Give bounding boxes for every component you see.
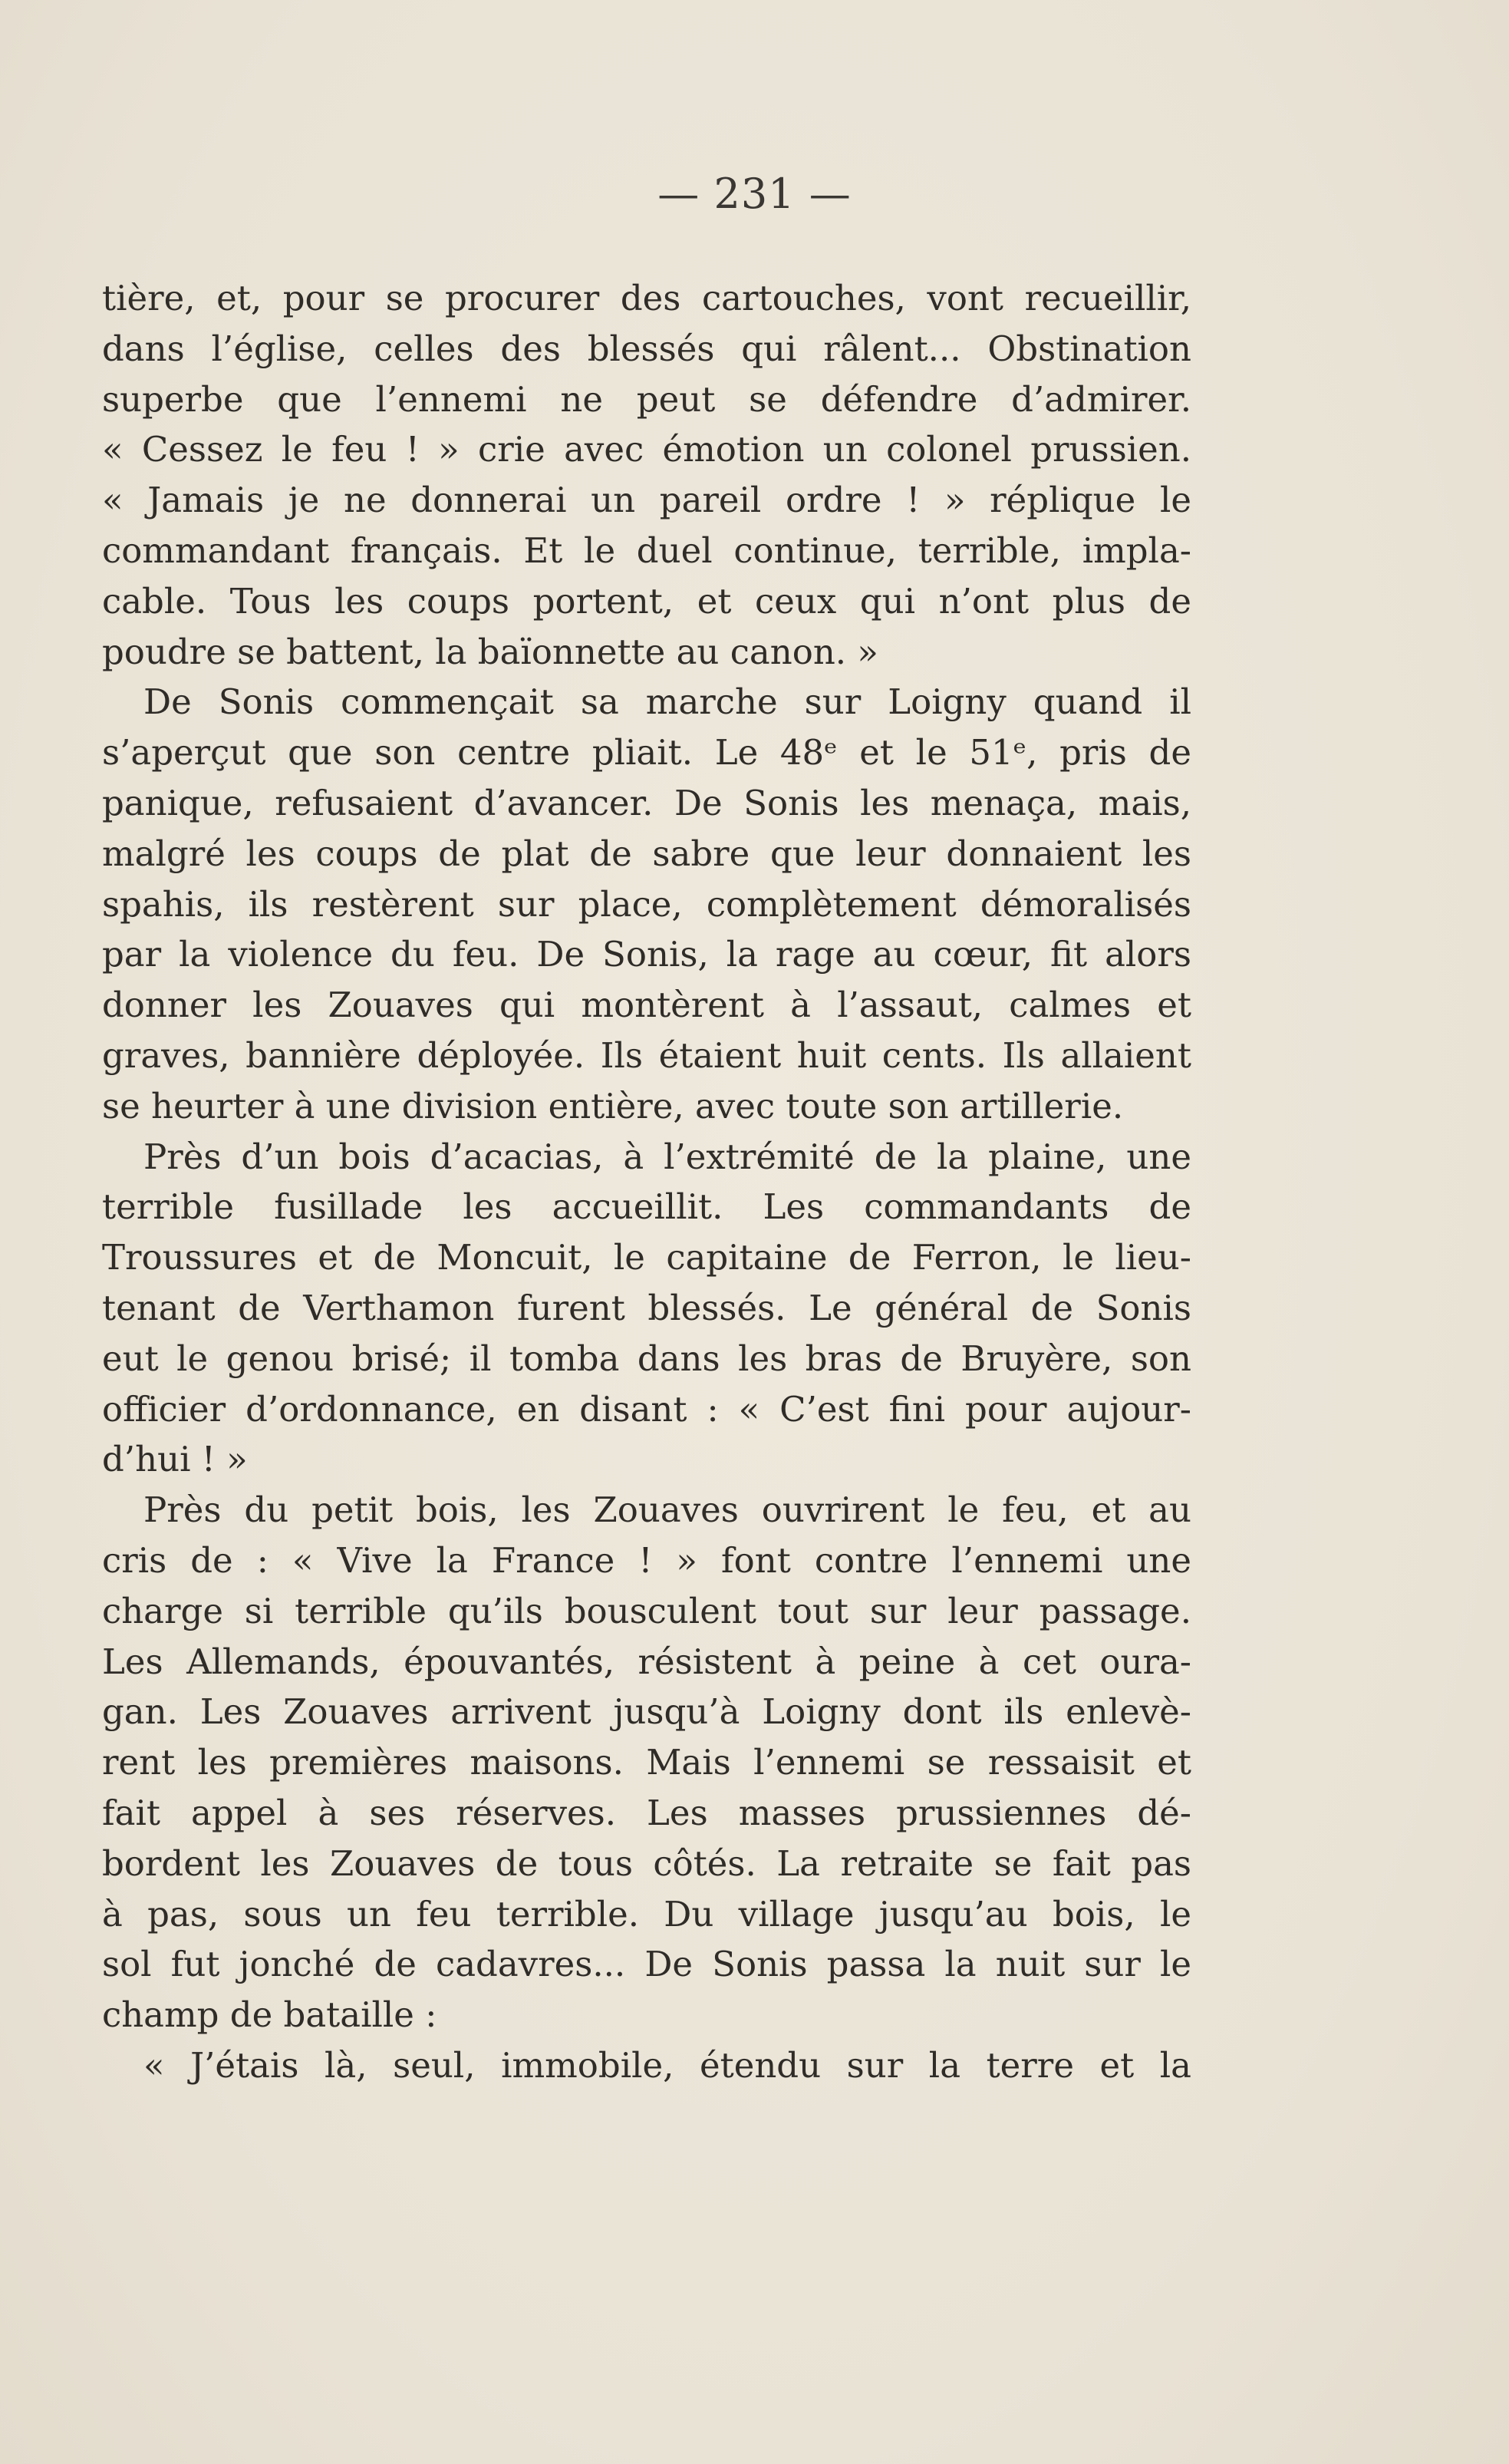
text-line: gan. Les Zouaves arrivent jusqu’à Loigny dont ils enlevè- — [102, 1691, 1191, 1733]
text-line: superbe que l’ennemi ne peut se défendre d’admirer. — [102, 378, 1191, 420]
text-line: charge si terrible qu’ils bousculent tout sur leur passage. — [102, 1590, 1191, 1631]
text-line: sol fut jonché de cadavres... De Sonis passa la nuit sur le — [102, 1944, 1191, 1985]
text-line: par la violence du feu. De Sonis, la rage au cœur, fit alors — [102, 934, 1191, 975]
text-line: spahis, ils restèrent sur place, complètement démoralisés — [102, 883, 1191, 925]
text-line: bordent les Zouaves de tous côtés. La retraite se fait pas — [102, 1842, 1191, 1884]
text-line: commandant français. Et le duel continue, terrible, impla- — [102, 529, 1191, 571]
text-line: Près du petit bois, les Zouaves ouvrirent le feu, et au — [143, 1489, 1191, 1531]
text-line: « J’étais là, seul, immobile, étendu sur la terre et la — [143, 2044, 1191, 2086]
text-line: tière, et, pour se procurer des cartouches, vont recueillir, — [102, 278, 1191, 318]
text-line: s’aperçut que son centre pliait. Le 48ᵉ et le 51ᵉ, pris de — [102, 732, 1191, 774]
text-line: rent les premières maisons. Mais l’ennemi se ressaisit et — [102, 1742, 1191, 1783]
text-line: Près d’un bois d’acacias, à l’extrémité de la plaine, une — [143, 1136, 1191, 1177]
text-line: donner les Zouaves qui montèrent à l’assaut, calmes et — [102, 985, 1191, 1026]
text-line: dans l’église, celles des blessés qui râlent... Obstination — [102, 328, 1191, 369]
text-line: d’hui ! » — [102, 1439, 248, 1480]
text-line: terrible fusillade les accueillit. Les commandants de — [102, 1186, 1191, 1228]
text-line: poudre se battent, la baïonnette au canon. » — [102, 631, 878, 672]
text-line: tenant de Verthamon furent blessés. Le général de Sonis — [102, 1287, 1191, 1328]
text-line: eut le genou brisé; il tomba dans les bras de Bruyère, son — [102, 1338, 1191, 1379]
body-text — [102, 273, 1191, 2091]
text-line: Troussures et de Moncuit, le capitaine de Ferron, le lieu- — [102, 1237, 1191, 1278]
text-line: cris de : « Vive la France ! » font contre l’ennemi une — [102, 1539, 1191, 1581]
text-line: officier d’ordonnance, en disant : « C’est fini pour aujour- — [102, 1388, 1191, 1430]
text-line: champ de bataille : — [102, 1994, 437, 2036]
text-line: fait appel à ses réserves. Les masses prussiennes dé- — [102, 1792, 1191, 1833]
text-line: graves, bannière déployée. Ils étaient huit cents. Ils allaient — [102, 1034, 1191, 1076]
text-line: « Cessez le feu ! » crie avec émotion un colonel prussien. — [102, 429, 1191, 470]
text-line: à pas, sous un feu terrible. Du village jusqu’au bois, le — [102, 1893, 1191, 1935]
text-line: panique, refusaient d’avancer. De Sonis les menaça, mais, — [102, 782, 1191, 823]
text-line: se heurter à une division entière, avec toute son artillerie. — [102, 1085, 1124, 1126]
text-line: cable. Tous les coups portent, et ceux qui n’ont plus de — [102, 580, 1191, 622]
text-line: malgré les coups de plat de sabre que leur donnaient les — [102, 833, 1191, 874]
text-line: « Jamais je ne donnerai un pareil ordre ! » réplique le — [102, 480, 1191, 521]
text-line: De Sonis commençait sa marche sur Loigny quand il — [143, 681, 1191, 723]
page-number: — 231 — — [657, 170, 852, 218]
text-line: Les Allemands, épouvantés, résistent à peine à cet oura- — [102, 1641, 1191, 1682]
